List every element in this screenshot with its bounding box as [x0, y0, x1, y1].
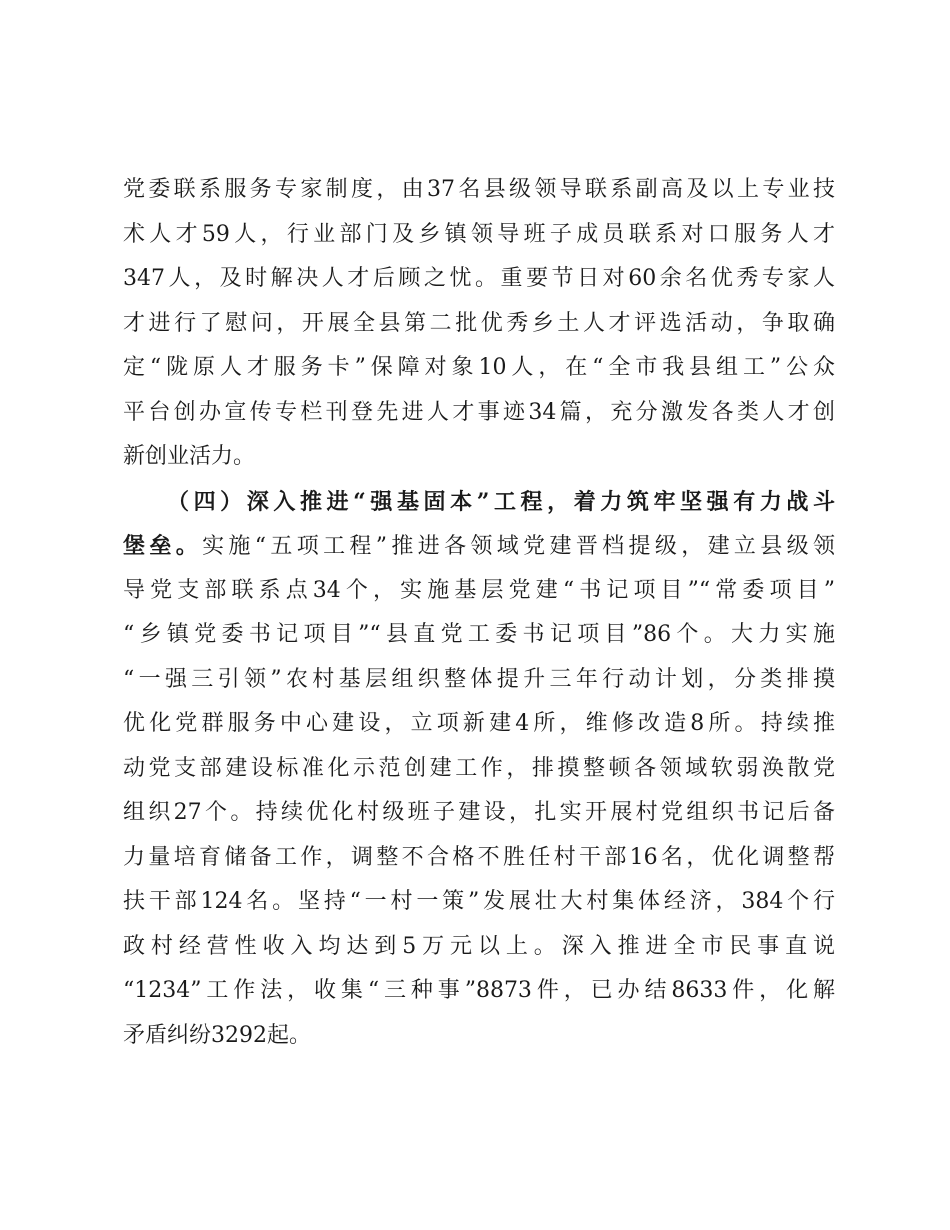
- paragraph-line: 才进行了慰问，开展全县第二批优秀乡土人才评选活动，争取确: [123, 310, 835, 336]
- paragraph-line: 导党支部联系点34个，实施基层党建“书记项目”“常委项目”: [123, 577, 835, 603]
- paragraph-line: 平台创办宣传专栏刊登先进人才事迹34篇，充分激发各类人才创: [123, 399, 835, 425]
- paragraph-text: 实施“五项工程”推进各领域党建晋档提级，建立县级领: [202, 534, 835, 559]
- paragraph-line: 定“陇原人才服务卡”保障对象10人，在“全市我县组工”公众: [123, 355, 835, 380]
- paragraph-line: “1234”工作法，收集“三种事”8873件，已办结8633件，化解: [123, 978, 835, 1003]
- paragraph-line: 党委联系服务专家制度，由37名县级领导联系副高及以上专业技: [123, 177, 835, 202]
- section-heading: （四）深入推进“强基固本”工程，着力筑牢坚强有力战斗: [167, 488, 835, 515]
- paragraph-line: “乡镇党委书记项目”“县直党工委书记项目”86个。大力实施: [123, 622, 835, 647]
- paragraph-line: 术人才59人，行业部门及乡镇领导班子成员联系对口服务人才: [123, 221, 835, 247]
- paragraph-line: 347人，及时解决人才后顾之忧。重要节日对60余名优秀专家人: [123, 266, 835, 291]
- section-heading-end: 堡垒。: [123, 533, 203, 559]
- paragraph-line: “一强三引领”农村基层组织整体提升三年行动计划，分类排摸: [123, 666, 835, 692]
- paragraph-line: 扶干部124名。坚持“一村一策”发展壮大村集体经济，384个行: [123, 889, 835, 914]
- paragraph-line: [123, 524, 835, 569]
- paragraph-line: 动党支部建设标准化示范创建工作，排摸整顿各领域软弱涣散党: [123, 755, 835, 781]
- paragraph-line: 优化党群服务中心建设，立项新建4所，维修改造8所。持续推: [123, 711, 835, 736]
- document-body: [123, 168, 835, 1058]
- paragraph-line: 力量培育储备工作，调整不合格不胜任村干部16名，优化调整帮: [123, 844, 835, 870]
- paragraph-line: 组织27个。持续优化村级班子建设，扎实开展村党组织书记后备: [123, 800, 835, 825]
- paragraph-line: 矛盾纠纷3292起。: [123, 1022, 311, 1048]
- paragraph-line: 政村经营性收入均达到5万元以上。深入推进全市民事直说: [123, 933, 835, 959]
- paragraph-line: 新创业活力。: [123, 444, 256, 469]
